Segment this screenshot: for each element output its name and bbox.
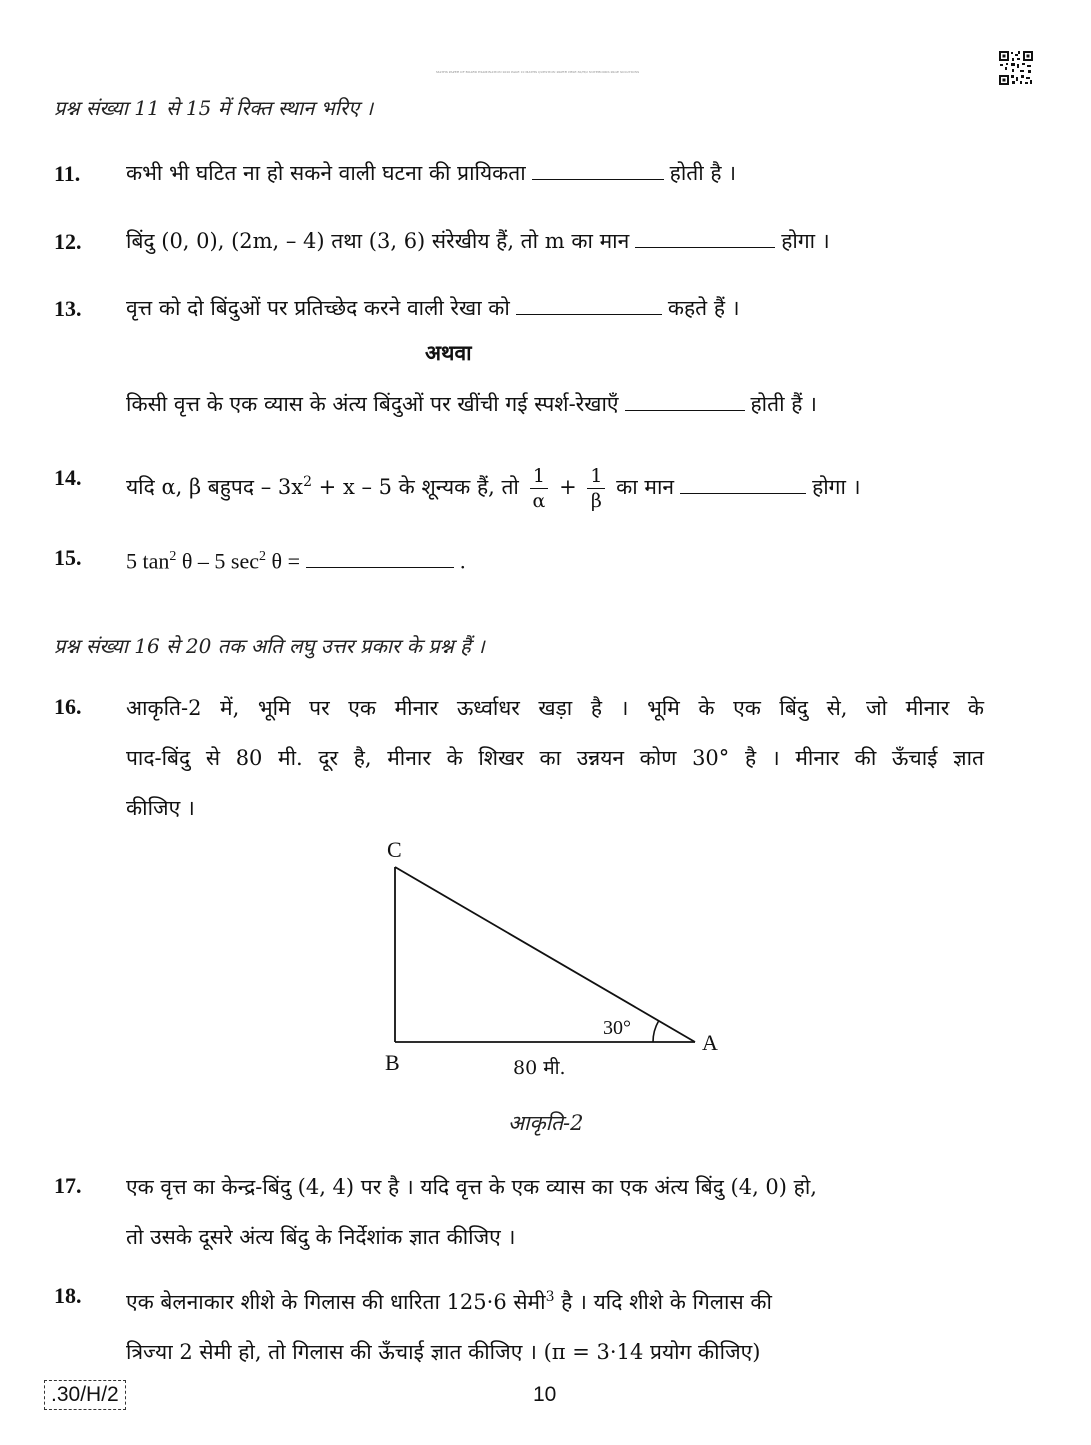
answer-blank — [635, 233, 775, 248]
question-12-text: बिंदु (0, 0), (2m, – 4) तथा (3, 6) संरेखीय हैं, तो m का मान — [126, 229, 630, 253]
figure-caption: आकृति-2 — [508, 1111, 584, 1135]
question-15 — [126, 536, 465, 582]
question-14-text: यदि α, β बहुपद – 3x — [126, 475, 304, 499]
exponent: 2 — [259, 549, 267, 564]
fraction-one-over-beta — [587, 464, 605, 513]
vertex-label-b: B — [385, 1050, 400, 1075]
question-number-13: 13. — [54, 296, 82, 321]
question-number-18: 18. — [54, 1283, 82, 1308]
question-number-14: 14. — [54, 465, 82, 490]
question-13 — [126, 287, 740, 329]
question-13-text-end: कहते हैं । — [667, 296, 740, 320]
plus-sign: + — [559, 475, 577, 499]
exponent: 3 — [545, 1289, 555, 1305]
question-16-line-3: कीजिए । — [126, 796, 195, 820]
question-14-text-end: होगा । — [812, 475, 861, 499]
vertex-label-c: C — [387, 837, 402, 862]
section-instruction-2: प्रश्न संख्या 16 से 20 तक अति लघु उत्तर प्रकार के प्रश्न हैं । — [54, 634, 485, 658]
question-13-alt-text-end: होती हैं । — [750, 392, 817, 416]
question-18-text: एक बेलनाकार शीशे के गिलास की धारिता 125·6 सेमी — [126, 1290, 546, 1314]
question-11 — [126, 152, 736, 194]
question-number-11: 11. — [54, 161, 81, 186]
angle-label: 30° — [603, 1017, 631, 1039]
fraction-numerator: 1 — [587, 464, 605, 489]
fraction-numerator: 1 — [530, 464, 549, 489]
side-ca — [395, 867, 695, 1042]
header-fine-print: MATHS PAPER OF BOARD EXAMINATION 2020 PAGE 10 MATHS QUESTION PAPER CBSE 30/H/2 NOTEBOOKS PAGE SOLUTIONS — [436, 70, 640, 74]
answer-blank — [516, 300, 662, 315]
question-17 — [126, 1162, 984, 1262]
answer-blank — [306, 553, 454, 568]
question-15-end: . — [459, 548, 466, 574]
question-11-text: कभी भी घटित ना हो सकने वाली घटना की प्रायिकता — [126, 161, 526, 185]
page-number: 10 — [533, 1383, 557, 1406]
base-length-label: 80 मी. — [513, 1057, 566, 1079]
exponent: 2 — [303, 474, 312, 490]
question-13-alternative — [126, 383, 817, 425]
question-17-line-1: एक वृत्त का केन्द्र-बिंदु (4, 4) पर है । यदि वृत्त के एक व्यास का एक अंत्य बिंदु (4, 0) हो, — [126, 1175, 817, 1199]
angle-arc — [653, 1021, 659, 1042]
question-14-text-after: का मान — [616, 475, 675, 499]
question-number-17: 17. — [54, 1173, 82, 1198]
exponent: 2 — [169, 549, 177, 564]
or-label: अथवा — [425, 340, 472, 365]
question-13-text: वृत्त को दो बिंदुओं पर प्रतिच्छेद करने वाली रेखा को — [126, 296, 510, 320]
paper-code-box: .30/H/2 — [44, 1380, 126, 1410]
question-15-part2: θ – 5 sec — [176, 548, 260, 574]
question-18 — [126, 1272, 984, 1377]
triangle-figure — [370, 830, 740, 1090]
answer-blank — [625, 396, 745, 411]
question-14-text-mid: + x – 5 के शून्यक हैं, तो — [312, 475, 519, 499]
question-18-line-2: त्रिज्या 2 सेमी हो, तो गिलास की ऊँचाई ज्ञात कीजिए । (π = 3·14 प्रयोग कीजिए) — [126, 1340, 761, 1364]
question-16 — [126, 683, 984, 833]
answer-blank — [680, 479, 806, 494]
vertex-label-a: A — [702, 1030, 718, 1055]
question-12 — [126, 220, 830, 262]
question-15-part1: 5 tan — [126, 548, 170, 574]
fraction-denominator: β — [590, 490, 602, 512]
question-16-line-1: आकृति-2 में, भूमि पर एक मीनार ऊर्ध्वाधर खड़ा है । भूमि के एक बिंदु से, जो मीनार के — [126, 696, 984, 720]
question-13-alt-text: किसी वृत्त के एक व्यास के अंत्य बिंदुओं पर खींची गई स्पर्श-रेखाएँ — [126, 392, 619, 416]
question-number-15: 15. — [54, 545, 82, 570]
question-14 — [126, 452, 861, 517]
question-15-part3: θ = — [266, 548, 300, 574]
fraction-denominator: α — [532, 490, 546, 512]
question-18-line-1 — [126, 1272, 984, 1327]
question-16-line-2: पाद-बिंदु से 80 मी. दूर है, मीनार के शिखर का उन्नयन कोण 30° है । मीनार की ऊँचाई ज्ञात — [126, 746, 984, 770]
question-11-text-end: होती है । — [669, 161, 737, 185]
question-12-text-end: होगा । — [781, 229, 830, 253]
question-number-12: 12. — [54, 229, 82, 254]
fraction-one-over-alpha — [530, 464, 549, 513]
section-instruction-1: प्रश्न संख्या 11 से 15 में रिक्त स्थान भरिए । — [54, 96, 374, 120]
question-number-16: 16. — [54, 694, 82, 719]
question-17-line-2: तो उसके दूसरे अंत्य बिंदु के निर्देशांक ज्ञात कीजिए । — [126, 1225, 516, 1249]
qr-code — [998, 50, 1034, 86]
answer-blank — [532, 165, 664, 180]
question-18-text-after: है । यदि शीशे के गिलास की — [554, 1290, 772, 1314]
